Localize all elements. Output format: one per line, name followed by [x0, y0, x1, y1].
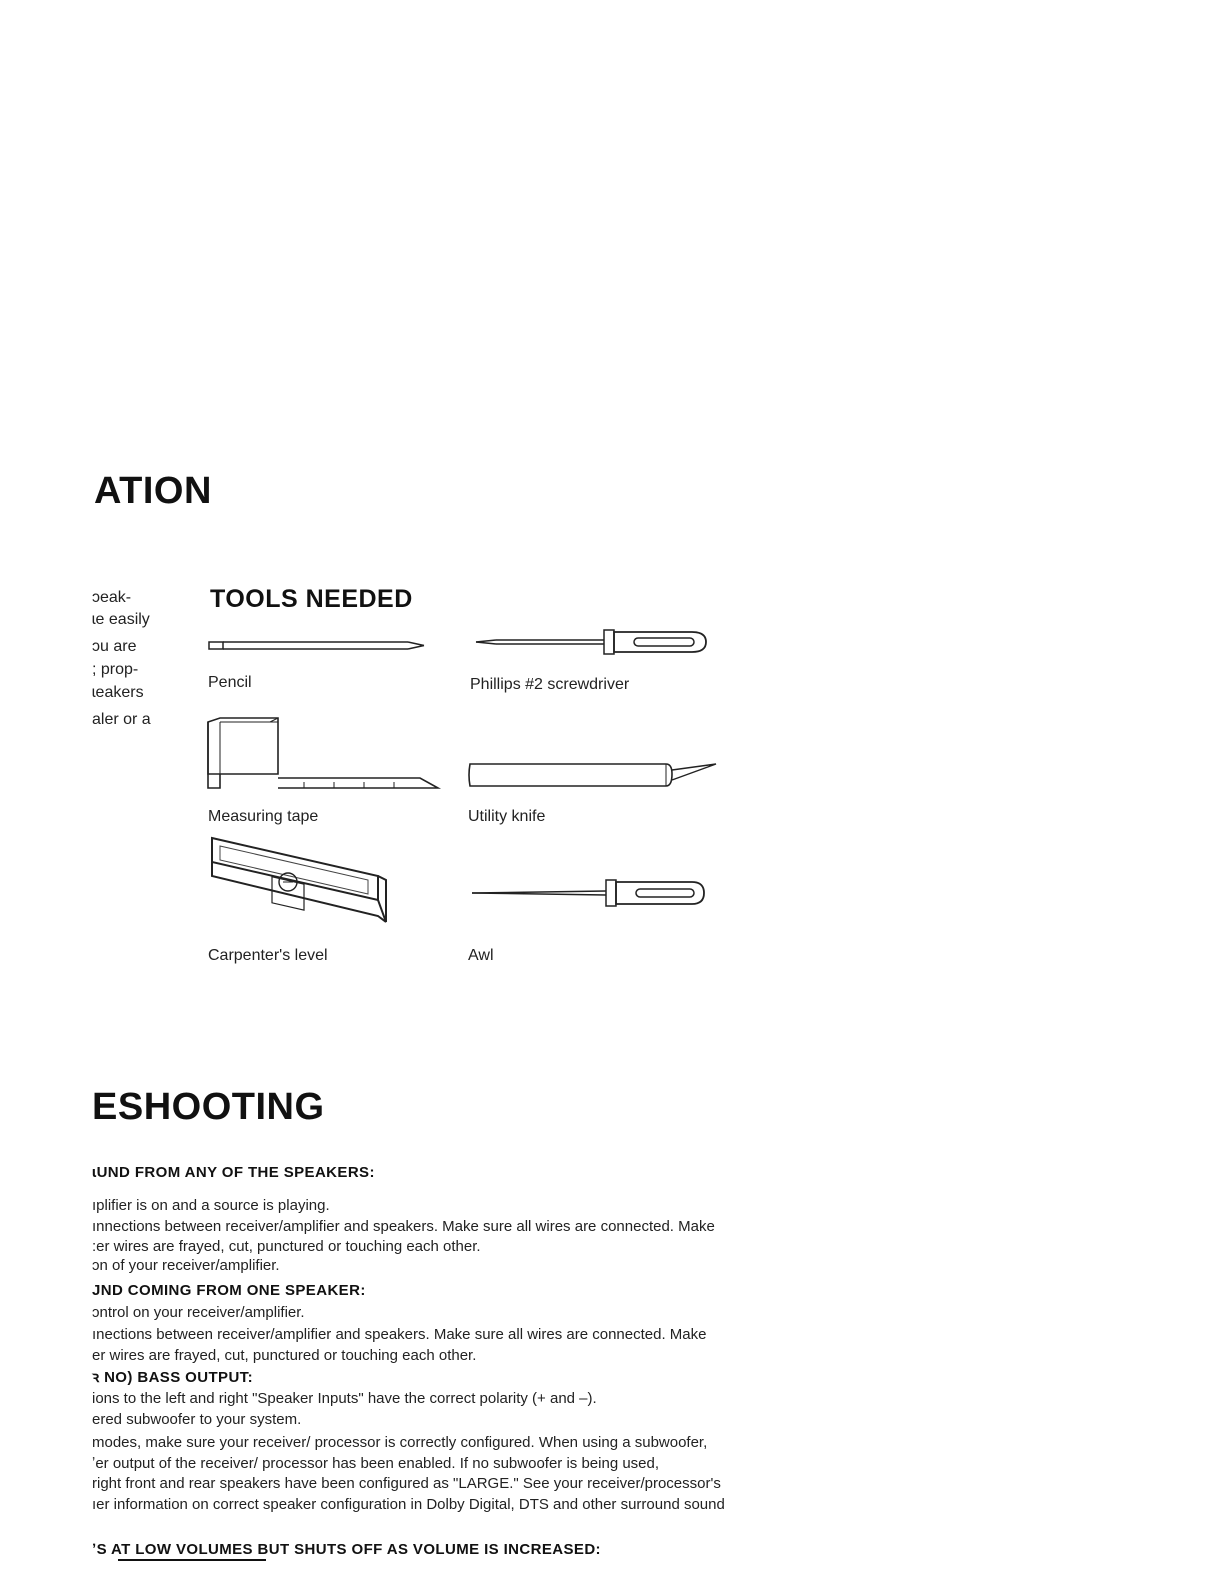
pencil-icon — [208, 638, 428, 654]
section-line: er wires are frayed, cut, punctured or touching each other. — [92, 1347, 477, 1364]
section-line: ered subwoofer to your system. — [92, 1411, 302, 1428]
section-line: ıer information on correct speaker configuration in Dolby Digital, DTS and other surround sound — [92, 1496, 725, 1513]
section-heading: JND COMING FROM ONE SPEAKER: — [92, 1282, 366, 1299]
troubleshooting-heading: ESHOOTING — [92, 1086, 325, 1128]
side-fragment: ɩe easily — [92, 611, 150, 628]
side-fragment: ; prop- — [92, 661, 139, 678]
heading-underline — [118, 1559, 266, 1561]
section-heading: ꝛ NO) BASS OUTPUT: — [92, 1369, 253, 1386]
section-line: ʼer output of the receiver/ processor has been enabled. If no subwoofer is being used, — [92, 1455, 660, 1472]
section-line: ɔn of your receiver/amplifier. — [92, 1257, 280, 1274]
section-line: ınections between receiver/amplifier and speakers. Make sure all wires are connected. Make — [92, 1326, 707, 1343]
side-fragment: ɩeakers — [92, 684, 144, 701]
section-line: ɔntrol on your receiver/amplifier. — [92, 1304, 305, 1321]
tools-heading: TOOLS NEEDED — [210, 585, 413, 613]
section-heading: ʼS AT LOW VOLUMES BUT SHUTS OFF AS VOLUME IS INCREASED: — [92, 1541, 601, 1558]
utility-knife-icon — [466, 760, 720, 790]
tool-label: Phillips #2 screwdriver — [470, 676, 630, 693]
section-line: ıplifier is on and a source is playing. — [92, 1197, 330, 1214]
measuring-tape-icon — [204, 716, 444, 796]
section-line: ınnections between receiver/amplifier and speakers. Make sure all wires are connected. Make — [92, 1218, 715, 1235]
section-line: modes, make sure your receiver/ processor is correctly configured. When using a subwoofer, — [92, 1434, 708, 1451]
tool-label: Pencil — [208, 674, 252, 691]
side-fragment: ɔu are — [92, 638, 137, 655]
side-fragment: ɔeak- — [92, 589, 132, 606]
section-line: ions to the left and right "Speaker Inputs" have the correct polarity (+ and –). — [92, 1390, 597, 1407]
installation-heading: ATION — [94, 470, 212, 512]
level-icon — [208, 834, 390, 926]
tool-label: Awl — [468, 947, 494, 964]
tool-label: Measuring tape — [208, 808, 319, 825]
tool-label: Utility knife — [468, 808, 546, 825]
side-fragment: aler or a — [92, 711, 151, 728]
section-line: :er wires are frayed, cut, punctured or touching each other. — [92, 1238, 481, 1255]
section-line: right front and rear speakers have been configured as "LARGE." See your receiver/processor's — [92, 1475, 721, 1492]
tool-label: Carpenter's level — [208, 947, 328, 964]
screwdriver-icon — [474, 626, 710, 662]
awl-icon — [470, 876, 710, 912]
section-heading: ɩUND FROM ANY OF THE SPEAKERS: — [92, 1164, 375, 1181]
